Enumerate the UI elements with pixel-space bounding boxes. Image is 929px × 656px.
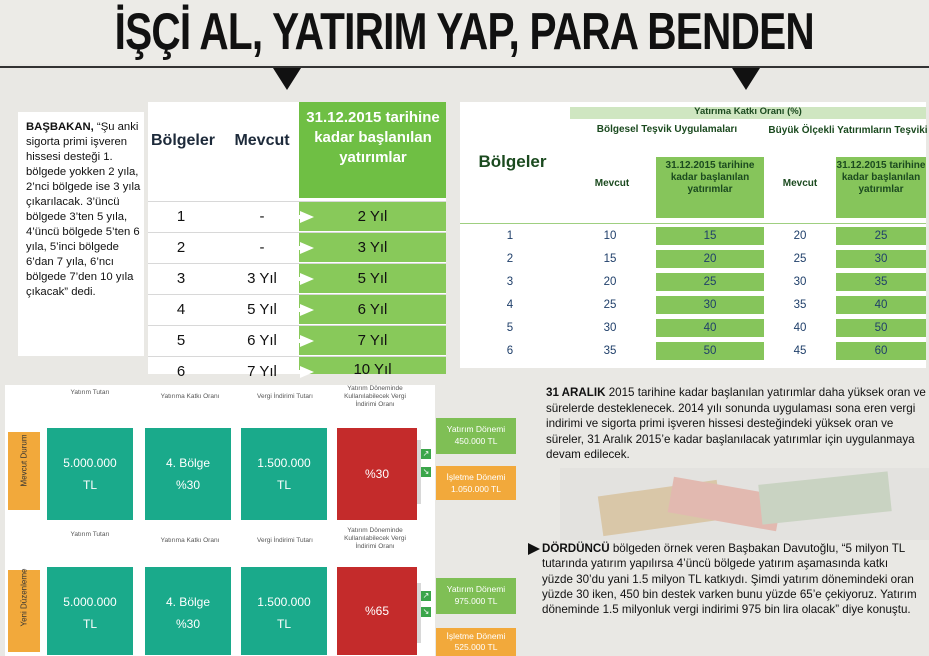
table-title: Yatırıma Katkı Oranı (%) <box>694 106 802 117</box>
group-regional: Bölgesel Teşvik Uygulamaları <box>596 124 738 135</box>
arrow-right-icon <box>300 273 314 285</box>
region-cell: 1 <box>506 230 514 242</box>
para1-body: 2015 tarihine kadar başlanılan yatırımlar daha yüksek oran ve sürelerde desteklenecek. 2014 yılı sonunda uygulaması sona eren vergi indirimi ve sigorta primi işveren hissesi desteğindeki yüksek oran ve süreler, 31 Aralık 2015’e kadar başlanılacak yatırımlar için uygulanmaya devam edilecek. <box>546 386 926 461</box>
rate-tile <box>145 428 231 520</box>
arrow-right-icon <box>300 335 314 347</box>
arrow-right-icon <box>300 242 314 254</box>
sub-current: Mevcut <box>594 178 630 189</box>
region-cell: 6 <box>506 345 514 357</box>
g2-current: 30 <box>793 276 807 288</box>
sub-current: Mevcut <box>782 178 818 189</box>
g2-new: 25 <box>874 230 888 242</box>
region-cell: 5 <box>176 332 186 349</box>
g1-new: 40 <box>703 322 717 334</box>
amount-tile <box>47 567 133 655</box>
tax-value: 1.500.000 TL <box>257 456 311 492</box>
new-cell: 3 Yıl <box>299 233 446 262</box>
region-cell: 5 <box>506 322 514 334</box>
current-cell: 3 Yıl <box>247 270 277 287</box>
new-cell: 5 Yıl <box>299 264 446 293</box>
scenario-side-label <box>8 432 40 510</box>
period-box: Yatırım Dönemi 450.000 TL <box>436 418 516 454</box>
rate-value: 4. Bölge %30 <box>165 595 211 631</box>
headline-bar <box>0 0 929 64</box>
table-row <box>148 202 446 233</box>
table-row <box>148 264 446 295</box>
headline-rule <box>0 66 929 68</box>
tax-tile <box>241 428 327 520</box>
col-period-rate-label: Yatırım Döneminde Kullanılabilecek Vergi İndirimi Oranı <box>344 527 406 550</box>
region-cell: 4 <box>506 299 514 311</box>
g1-new: 25 <box>703 276 717 288</box>
header-divider <box>460 223 926 224</box>
expand-icon: ↘ <box>422 467 430 476</box>
g1-current: 25 <box>603 299 617 311</box>
new-cell: 10 Yıl <box>299 357 446 374</box>
period-rate-tile: %65 <box>337 567 417 655</box>
g2-new: 40 <box>874 299 888 311</box>
col-period-rate-label: Yatırım Döneminde Kullanılabilecek Vergi İndirimi Oranı <box>344 385 406 408</box>
table-row <box>148 295 446 326</box>
amount-tile <box>47 428 133 520</box>
current-cell: - <box>259 208 265 225</box>
amount-value: 5.000.000 TL <box>63 595 117 631</box>
col-amount-label: Yatırım Tutarı <box>70 531 110 538</box>
g1-new: 30 <box>703 299 717 311</box>
region-cell: 3 <box>176 270 186 287</box>
rate-value: 4. Bölge %30 <box>165 456 211 492</box>
g2-current: 20 <box>793 230 807 242</box>
arrow-right-icon <box>300 366 314 378</box>
amount-value: 5.000.000 TL <box>63 456 117 492</box>
operation-box: İşletme Dönemi 1.050.000 TL <box>436 466 516 500</box>
g1-current: 10 <box>603 230 617 242</box>
paragraph-dorduncu <box>542 541 922 617</box>
expand-icon: ↗ <box>422 449 430 458</box>
rate-tile <box>145 567 231 655</box>
g2-new: 60 <box>874 345 888 357</box>
region-cell: 2 <box>506 253 514 265</box>
insurance-support-table <box>148 102 446 380</box>
arrow-down-icon <box>732 68 760 90</box>
scenario-side-text: Yeni Düzenleme <box>19 568 29 627</box>
table-row <box>148 326 446 357</box>
sub-new: 31.12.2015 tarihine kadar başlanılan yatırımlar <box>665 160 755 195</box>
col-regions: Bölgeler <box>150 132 215 149</box>
current-cell: - <box>259 239 265 256</box>
region-cell: 3 <box>506 276 514 288</box>
g1-new: 15 <box>703 230 717 242</box>
scenario-side-text: Mevcut Durum <box>19 434 29 487</box>
para2-lead: DÖRDÜNCÜ <box>542 542 610 555</box>
table-row <box>148 357 446 388</box>
current-cell: 6 Yıl <box>247 332 277 349</box>
operation-box: İşletme Dönemi 525.000 TL <box>436 628 516 656</box>
current-cell: 5 Yıl <box>247 301 277 318</box>
quote-lead: BAŞBAKAN, <box>26 121 94 133</box>
g1-current: 30 <box>603 322 617 334</box>
arrow-right-icon <box>300 304 314 316</box>
g2-current: 35 <box>793 299 807 311</box>
banknotes-image <box>560 468 929 540</box>
banknotes-photo <box>560 468 929 540</box>
g1-current: 20 <box>603 276 617 288</box>
g2-new: 35 <box>874 276 888 288</box>
scenario-side-label <box>8 570 40 652</box>
headline: İŞÇİ AL, YATIRIM YAP, PARA BENDEN <box>114 3 815 61</box>
g1-current: 35 <box>603 345 617 357</box>
table-row <box>148 233 446 264</box>
g2-current: 40 <box>793 322 807 334</box>
region-cell: 2 <box>176 239 186 256</box>
current-cell: 7 Yıl <box>247 363 277 380</box>
arrow-right-icon <box>300 211 314 223</box>
col-tax-label: Vergi İndirimi Tutarı <box>257 393 313 400</box>
col-rate-label: Yatırıma Katkı Oranı <box>160 537 220 544</box>
g2-new: 50 <box>874 322 888 334</box>
region-cell: 6 <box>176 363 186 380</box>
g2-current: 25 <box>793 253 807 265</box>
region-cell: 1 <box>176 208 186 225</box>
tax-value: 1.500.000 TL <box>257 595 311 631</box>
arrow-right-icon <box>528 543 540 555</box>
arrow-down-icon <box>273 68 301 90</box>
para1-lead: 31 ARALIK <box>546 386 606 399</box>
expand-icon: ↗ <box>422 591 430 600</box>
g2-new: 30 <box>874 253 888 265</box>
region-cell: 4 <box>176 301 186 318</box>
col-regions: Bölgeler <box>478 152 547 171</box>
group-large-scale: Büyük Ölçekli Yatırımların Teşviki <box>768 125 928 136</box>
new-cell: 2 Yıl <box>299 202 446 231</box>
new-cell: 7 Yıl <box>299 326 446 355</box>
period-box: Yatırım Dönemi 975.000 TL <box>436 578 516 614</box>
g1-new: 50 <box>703 345 717 357</box>
pm-quote <box>18 112 144 356</box>
col-new: 31.12.2015 tarihine kadar başlanılan yatırımlar <box>306 109 440 166</box>
contribution-rate-table <box>460 102 926 368</box>
expand-icon: ↘ <box>422 607 430 616</box>
para2-body: bölgeden örnek veren Başbakan Davutoğlu, “5 milyon TL tutarında yatırım yapılırsa 4’üncü bölgede yatırım aşamasında katkı yüzde 30’du yani 1.5 milyon TL katkıydı. Şimdi yatırım dönemindeki oran yüzde 30 iken, 450 bin destek varken bunu yüzde 65’e çekiyoruz. Yatırım döneminde 1.5 milyonluk vergi indirimi 975 bin lira olacak” diye konuştu. <box>542 542 917 617</box>
g1-current: 15 <box>603 253 617 265</box>
g1-new: 20 <box>703 253 717 265</box>
paragraph-31-aralik <box>546 385 926 463</box>
sub-new: 31.12.2015 tarihine kadar başlanılan yatırımlar <box>836 160 926 195</box>
col-rate-label: Yatırıma Katkı Oranı <box>160 393 220 400</box>
quote-body: “Şu anki sigorta primi işveren hissesi desteği 1. bölgede yokken 2 yıla, 2’nci bölgede ise 3 yıla çıkarılacak. 3’üncü bölgede 3’ten 5 yıla, 4’üncü bölgede 5’ten 6 yıla, 5’inci bölgede 6’dan 7 yıla, 6’ncı bölgede 7’den 10 yıla çıkacak” dedi. <box>26 121 141 298</box>
col-current: Mevcut <box>234 132 290 149</box>
col-tax-label: Vergi İndirimi Tutarı <box>257 537 313 544</box>
g2-current: 45 <box>793 345 807 357</box>
tax-tile <box>241 567 327 655</box>
tax-deduction-diagram <box>5 385 435 656</box>
period-rate-tile: %30 <box>337 428 417 520</box>
new-cell: 6 Yıl <box>299 295 446 324</box>
col-amount-label: Yatırım Tutarı <box>70 389 110 396</box>
